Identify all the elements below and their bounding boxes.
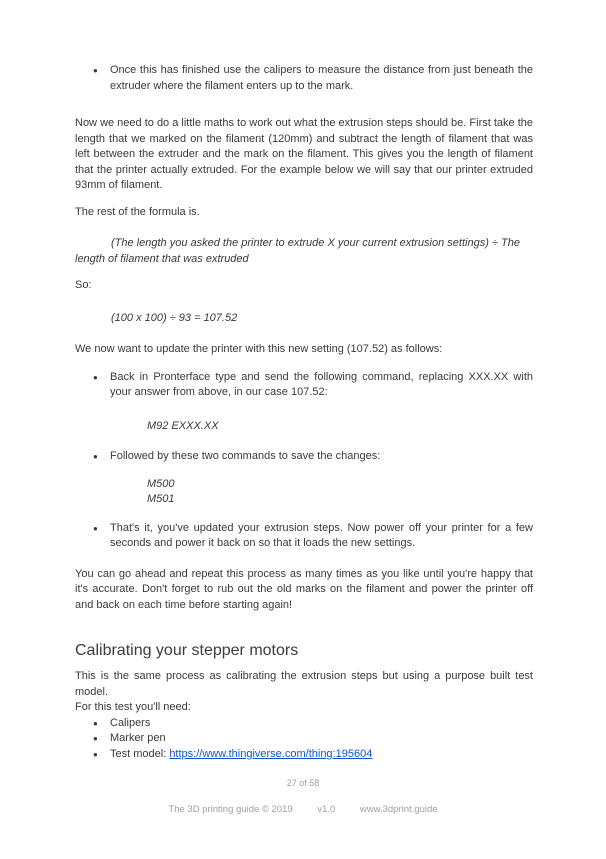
bullet-item-test-model: [75, 747, 533, 763]
bullet-icon: ●: [93, 749, 98, 759]
footer-site: www.3dprint.guide: [359, 804, 438, 815]
page-footer: [0, 804, 606, 815]
bullet-item-measure: [75, 63, 533, 94]
command-m500: M500: [147, 477, 175, 490]
footer-brand: The 3D printing guide © 2019: [168, 804, 293, 815]
paragraph-formula-intro: The rest of the formula is.: [75, 205, 200, 218]
test-model-label: Test model:: [110, 747, 170, 760]
page-number: 27 of 58: [286, 778, 320, 788]
bullet-item-marker-pen: [75, 731, 533, 747]
section-heading-stepper-motors: Calibrating your stepper motors: [75, 642, 299, 659]
bullet-icon: ●: [93, 523, 98, 533]
bullet-text-test-model: [110, 747, 533, 763]
footer-version: v1.0: [317, 804, 336, 815]
thingiverse-link[interactable]: https://www.thingiverse.com/thing:195604: [169, 747, 373, 760]
paragraph-update: We now want to update the printer with this new setting (107.52) as follows:: [75, 343, 443, 355]
bullet-text-followed: Followed by these two commands to save the changes:: [110, 450, 381, 462]
command-m92: M92 EXXX.XX: [147, 419, 219, 432]
bullet-icon: ●: [93, 718, 98, 728]
bullet-item-calipers: [75, 716, 533, 732]
bullet-text-marker-pen: Marker pen: [110, 732, 166, 744]
calculation-text: (100 x 100) ÷ 93 = 107.52: [111, 311, 238, 324]
bullet-item-thats-it: [75, 521, 533, 552]
bullet-item-followed: [75, 449, 533, 465]
bullet-icon: ●: [93, 66, 98, 75]
paragraph-so: So:: [75, 279, 92, 291]
bullet-text-measure: Once this has finished use the calipers to measure the distance from just beneath the extruder where the filament enters up to the mark.: [110, 64, 533, 92]
bullet-text-calipers: Calipers: [110, 716, 151, 729]
paragraph-need: For this test you'll need:: [75, 701, 191, 713]
bullet-icon: ●: [93, 372, 98, 382]
command-block-save: [75, 477, 533, 508]
paragraph-maths: Now we need to do a little maths to work out what the extrusion steps should be. First take the length that we marked on the filament (120mm) and subtract the length of filament that was left between the extruder and the mark on the filament. This gives you the length of filament that the printer actually extruded. For the example below we will say that our printer extruded 93mm of filament.: [75, 117, 533, 191]
paragraph-repeat: You can go ahead and repeat this process as many times as you like until you're happy that it's accurate. Don't forget to rub out the old marks on the filament and power the printer off and back on each time before starting again!: [75, 567, 533, 611]
bullet-text-thats-it: That's it, you've updated your extrusion steps. Now power off your printer for a few seconds and power it back on so that it loads the new settings.: [110, 521, 533, 549]
bullet-item-pronterface: [75, 370, 533, 401]
paragraph-same-process: This is the same process as calibrating the extrusion steps but using a purpose built test model.: [75, 670, 533, 698]
command-m501: M501: [147, 493, 175, 505]
bullet-icon: ●: [93, 452, 98, 461]
formula-text: (The length you asked the printer to extrude X your current extrusion settings) ÷ The length of filament that was extruded: [75, 237, 520, 265]
bullet-icon: ●: [93, 734, 98, 743]
bullet-text-pronterface: Back in Pronterface type and send the following command, replacing XXX.XX with your answer from above, in our case 107.52:: [110, 370, 533, 398]
